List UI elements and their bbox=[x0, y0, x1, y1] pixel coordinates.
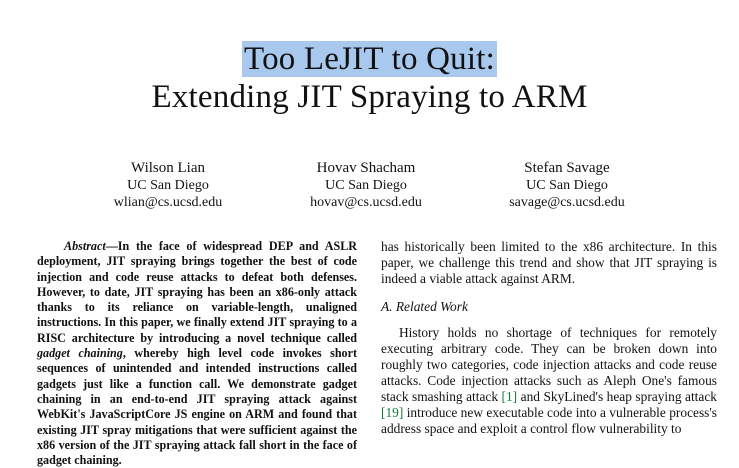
related-work-text-part-1: History holds no shortage of techniques for remotely executing arbitrary code. They can be broken down into roughly two categories, code injection attacks and code reuse attacks. Code injection attacks such as Aleph One's famous stack smashing attack bbox=[381, 325, 717, 404]
abstract-paragraph bbox=[37, 239, 357, 468]
citation-link-19[interactable]: [19] bbox=[381, 405, 404, 420]
related-work-text-part-3: introduce new executable code into a vulnerable process's address space and exploit a control flow vulnerability to bbox=[381, 405, 717, 436]
abstract-term-gadget-chaining: gadget chaining bbox=[37, 346, 123, 361]
citation-link-1[interactable]: [1] bbox=[501, 389, 518, 404]
introduction-column bbox=[381, 239, 717, 437]
author-hovav-shacham bbox=[266, 160, 466, 211]
author-affiliation: UC San Diego bbox=[325, 178, 407, 193]
author-name: Hovav Shacham bbox=[316, 160, 416, 176]
author-name: Stefan Savage bbox=[524, 160, 610, 176]
author-wilson-lian bbox=[68, 160, 268, 211]
paper-title-line-2: Extending JIT Spraying to ARM bbox=[151, 79, 588, 115]
author-stefan-savage bbox=[467, 160, 667, 211]
abstract-text-part-2: , whereby high level code invokes short sequences of unintended and intended instructions called gadgets just like a function call. We demonstrate gadget chaining in an end-to-end JIT spraying attack against WebKit's JavaScriptCore JS engine on ARM and found that existing JIT spray mitigations that were sufficient against the x86 version of the JIT spraying attack fall short in the face of gadget chaining. bbox=[37, 346, 357, 468]
intro-continued-paragraph: has historically been limited to the x86 architecture. In this paper, we challenge this trend and show that JIT spraying is indeed a viable attack against ARM. bbox=[381, 239, 717, 286]
author-email: savage@cs.ucsd.edu bbox=[509, 195, 625, 210]
author-affiliation: UC San Diego bbox=[127, 178, 209, 193]
section-heading-related-work: A. Related Work bbox=[381, 299, 468, 314]
selected-title-text[interactable]: Too LeJIT to Quit: bbox=[244, 41, 495, 77]
author-email: hovav@cs.ucsd.edu bbox=[310, 195, 422, 210]
paper-title-line-1 bbox=[0, 40, 739, 78]
abstract-label: Abstract bbox=[64, 239, 106, 253]
related-work-paragraph bbox=[381, 325, 717, 437]
author-block bbox=[0, 160, 739, 220]
abstract-text-part-1: —In the face of widespread DEP and ASLR deployment, JIT spraying brings together the best of code injection and code reuse attacks to defeat both defenses. However, to date, JIT spraying has been an x86-only attack thanks to its reliance on variable-length, unaligned instructions. In this paper, we finally extend JIT spraying to a RISC architecture by introducing a novel technique called bbox=[37, 239, 358, 345]
author-email: wlian@cs.ucsd.edu bbox=[113, 195, 223, 210]
author-affiliation: UC San Diego bbox=[526, 178, 608, 193]
abstract-column bbox=[37, 239, 357, 468]
author-name: Wilson Lian bbox=[131, 160, 205, 176]
related-work-text-part-2: and SkyLined's heap spraying attack bbox=[517, 389, 717, 404]
